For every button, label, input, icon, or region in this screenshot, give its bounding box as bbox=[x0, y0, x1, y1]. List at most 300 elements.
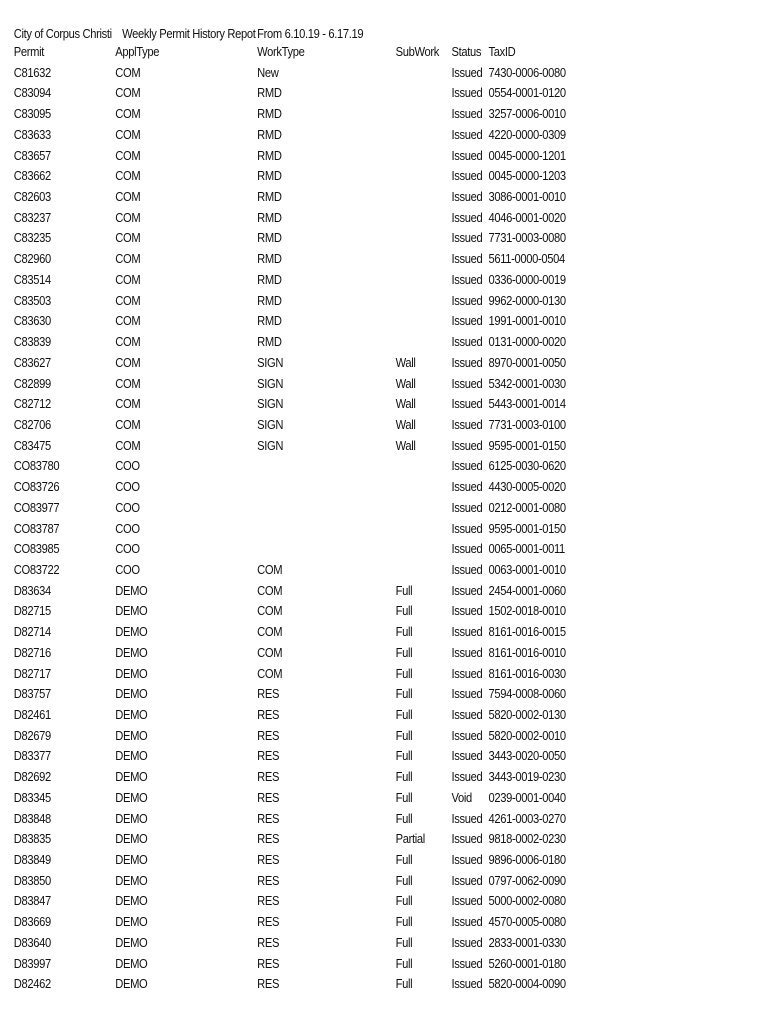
sub-work-cell bbox=[396, 519, 452, 540]
table-row bbox=[14, 208, 570, 229]
table-row bbox=[14, 581, 570, 602]
tax-id-cell: 8970-0001-0050 bbox=[488, 354, 566, 370]
permit-cell: CO83977 bbox=[13, 499, 60, 515]
report-title: Weekly Permit History Repot bbox=[122, 26, 256, 41]
sub-work-cell: Full bbox=[395, 727, 413, 743]
permit-cell: D83757 bbox=[13, 686, 51, 702]
work-type-cell: RMD bbox=[257, 147, 282, 163]
tax-id-cell: 1502-0018-0010 bbox=[488, 603, 566, 619]
tax-id-cell: 0554-0001-0120 bbox=[488, 85, 566, 101]
tax-id-cell: 3257-0006-0010 bbox=[488, 106, 566, 122]
table-row bbox=[14, 83, 570, 104]
tax-id-cell: 1991-0001-0010 bbox=[488, 313, 566, 329]
work-type-cell: RES bbox=[257, 872, 280, 888]
tax-id-cell: 5820-0002-0010 bbox=[488, 727, 566, 743]
sub-work-cell bbox=[396, 208, 452, 229]
work-type-cell: COM bbox=[257, 561, 283, 577]
appl-type-cell: COM bbox=[115, 147, 141, 163]
work-type-cell: RES bbox=[257, 686, 280, 702]
appl-type-cell: DEMO bbox=[115, 644, 148, 660]
table-row bbox=[14, 933, 570, 954]
sub-work-cell bbox=[396, 146, 452, 167]
status-cell: Issued bbox=[451, 810, 483, 826]
table-row bbox=[14, 291, 570, 312]
status-cell: Issued bbox=[451, 934, 483, 950]
appl-type-cell: COM bbox=[115, 106, 141, 122]
status-cell: Issued bbox=[451, 872, 483, 888]
work-type-cell: RES bbox=[257, 810, 280, 826]
appl-type-cell: DEMO bbox=[115, 665, 148, 681]
sub-work-cell: Full bbox=[395, 976, 413, 992]
work-type-cell: SIGN bbox=[257, 396, 284, 412]
sub-work-cell bbox=[396, 539, 452, 560]
permit-cell: D82462 bbox=[13, 976, 51, 992]
status-cell: Issued bbox=[451, 748, 483, 764]
work-type-cell: RMD bbox=[257, 85, 282, 101]
work-type-cell: COM bbox=[257, 665, 283, 681]
permit-cell: D82461 bbox=[13, 707, 51, 722]
tax-id-cell: 8161-0016-0010 bbox=[488, 644, 566, 660]
table-header-row bbox=[14, 42, 570, 63]
tax-id-cell: 7430-0006-0080 bbox=[488, 64, 566, 80]
appl-type-cell: DEMO bbox=[115, 934, 148, 950]
permit-cell: C83237 bbox=[13, 209, 51, 225]
tax-id-cell: 2454-0001-0060 bbox=[488, 582, 566, 598]
permit-cell: C82712 bbox=[13, 396, 51, 412]
table-body bbox=[14, 63, 570, 995]
permit-cell: CO83780 bbox=[13, 458, 60, 474]
status-cell: Issued bbox=[451, 914, 483, 930]
status-cell: Issued bbox=[451, 209, 483, 225]
sub-work-cell: Full bbox=[395, 665, 413, 681]
status-cell: Issued bbox=[451, 334, 483, 350]
work-type-cell: RES bbox=[257, 893, 280, 909]
sub-work-cell: Full bbox=[395, 934, 413, 950]
permit-cell: D83377 bbox=[13, 748, 51, 764]
permit-cell: D83634 bbox=[13, 582, 51, 598]
appl-type-cell: COM bbox=[115, 375, 141, 391]
work-type-cell: SIGN bbox=[257, 375, 284, 391]
work-type-cell bbox=[257, 477, 395, 498]
work-type-cell: RMD bbox=[257, 271, 282, 287]
table-row bbox=[14, 850, 570, 871]
work-type-cell: SIGN bbox=[257, 416, 284, 432]
permit-cell: D83850 bbox=[13, 872, 51, 888]
tax-id-cell: 0336-0000-0019 bbox=[488, 271, 566, 287]
permit-cell: CO83726 bbox=[13, 479, 60, 495]
permit-cell: C83662 bbox=[13, 168, 51, 184]
work-type-cell bbox=[257, 519, 395, 540]
status-cell: Issued bbox=[451, 354, 483, 370]
status-cell: Issued bbox=[451, 603, 483, 619]
table-row bbox=[14, 974, 570, 995]
tax-id-cell: 5260-0001-0180 bbox=[488, 955, 566, 971]
permit-cell: D83669 bbox=[13, 914, 51, 930]
appl-type-cell: DEMO bbox=[115, 707, 148, 722]
work-type-cell: RMD bbox=[257, 106, 282, 122]
date-range: From 6.10.19 - 6.17.19 bbox=[257, 26, 364, 41]
permit-table bbox=[14, 42, 570, 995]
appl-type-cell: COM bbox=[115, 64, 141, 80]
table-row bbox=[14, 311, 570, 332]
permit-cell: C83503 bbox=[13, 292, 51, 308]
status-cell: Issued bbox=[451, 707, 483, 722]
permit-cell: CO83787 bbox=[13, 520, 60, 536]
table-row bbox=[14, 166, 570, 187]
sub-work-cell: Full bbox=[395, 893, 413, 909]
status-cell: Issued bbox=[451, 437, 483, 453]
sub-work-cell: Full bbox=[395, 624, 413, 640]
appl-type-cell: DEMO bbox=[115, 748, 148, 764]
work-type-cell: RMD bbox=[257, 168, 282, 184]
status-cell: Issued bbox=[451, 251, 483, 267]
permit-cell: C83094 bbox=[13, 85, 51, 101]
work-type-cell: RMD bbox=[257, 126, 282, 142]
sub-work-cell: Full bbox=[395, 789, 413, 805]
tax-id-cell: 7594-0008-0060 bbox=[488, 686, 566, 702]
table-row bbox=[14, 394, 570, 415]
permit-cell: D82679 bbox=[13, 727, 51, 743]
work-type-cell: RMD bbox=[257, 209, 282, 225]
tax-id-cell: 9896-0006-0180 bbox=[488, 852, 566, 868]
permit-cell: C83657 bbox=[13, 147, 51, 163]
status-cell: Issued bbox=[451, 416, 483, 432]
tax-id-cell: 5000-0002-0080 bbox=[488, 893, 566, 909]
work-type-cell: RES bbox=[257, 789, 280, 805]
appl-type-cell: COM bbox=[115, 251, 141, 267]
status-cell: Issued bbox=[451, 396, 483, 412]
permit-cell: C82603 bbox=[13, 189, 51, 205]
appl-type-cell: COM bbox=[115, 396, 141, 412]
sub-work-cell: Full bbox=[395, 872, 413, 888]
permit-cell: C83235 bbox=[13, 230, 51, 246]
table-row bbox=[14, 63, 570, 84]
permit-cell: D83847 bbox=[13, 893, 51, 909]
permit-cell: D82717 bbox=[13, 665, 51, 681]
appl-type-cell: COM bbox=[115, 292, 141, 308]
tax-id-cell: 5820-0004-0090 bbox=[488, 976, 566, 992]
column-header-subwork: SubWork bbox=[395, 44, 439, 59]
status-cell: Issued bbox=[451, 520, 483, 536]
tax-id-cell: 9818-0002-0230 bbox=[488, 831, 566, 847]
sub-work-cell bbox=[396, 166, 452, 187]
column-header-worktype: WorkType bbox=[257, 44, 305, 59]
status-cell: Void bbox=[451, 789, 472, 805]
work-type-cell: COM bbox=[257, 582, 283, 598]
status-cell: Issued bbox=[451, 313, 483, 329]
work-type-cell: RES bbox=[257, 976, 280, 992]
permit-cell: CO83985 bbox=[13, 541, 60, 557]
sub-work-cell: Full bbox=[395, 914, 413, 930]
appl-type-cell: DEMO bbox=[115, 976, 148, 992]
work-type-cell: RMD bbox=[257, 313, 282, 329]
appl-type-cell: COM bbox=[115, 126, 141, 142]
org-name: City of Corpus Christi bbox=[13, 26, 112, 41]
permit-cell: D83849 bbox=[13, 852, 51, 868]
work-type-cell: RMD bbox=[257, 334, 282, 350]
table-row bbox=[14, 187, 570, 208]
sub-work-cell bbox=[396, 104, 452, 125]
table-row bbox=[14, 891, 570, 912]
table-row bbox=[14, 767, 570, 788]
appl-type-cell: COM bbox=[115, 168, 141, 184]
permit-cell: D82715 bbox=[13, 603, 51, 619]
column-header-permit: Permit bbox=[13, 44, 45, 59]
sub-work-cell: Wall bbox=[395, 354, 416, 370]
work-type-cell bbox=[257, 456, 395, 477]
tax-id-cell: 4220-0000-0309 bbox=[488, 126, 566, 142]
status-cell: Issued bbox=[451, 831, 483, 847]
appl-type-cell: COM bbox=[115, 437, 141, 453]
work-type-cell: RES bbox=[257, 955, 280, 971]
status-cell: Issued bbox=[451, 541, 483, 557]
table-row bbox=[14, 829, 570, 850]
sub-work-cell bbox=[396, 228, 452, 249]
table-row bbox=[14, 456, 570, 477]
table-row bbox=[14, 270, 570, 291]
table-row bbox=[14, 539, 570, 560]
sub-work-cell bbox=[396, 291, 452, 312]
sub-work-cell: Full bbox=[395, 955, 413, 971]
status-cell: Issued bbox=[451, 769, 483, 785]
tax-id-cell: 5611-0000-0504 bbox=[488, 251, 565, 267]
table-row bbox=[14, 249, 570, 270]
tax-id-cell: 2833-0001-0330 bbox=[488, 934, 566, 950]
permit-cell: D82692 bbox=[13, 769, 51, 785]
appl-type-cell: COM bbox=[115, 230, 141, 246]
sub-work-cell: Full bbox=[395, 748, 413, 764]
sub-work-cell bbox=[396, 477, 452, 498]
status-cell: Issued bbox=[451, 644, 483, 660]
table-row bbox=[14, 601, 570, 622]
tax-id-cell: 0239-0001-0040 bbox=[488, 789, 566, 805]
table-row bbox=[14, 477, 570, 498]
table-row bbox=[14, 809, 570, 830]
permit-cell: D83997 bbox=[13, 955, 51, 971]
appl-type-cell: DEMO bbox=[115, 955, 148, 971]
table-row bbox=[14, 332, 570, 353]
tax-id-cell: 0212-0001-0080 bbox=[488, 499, 566, 515]
work-type-cell: RMD bbox=[257, 230, 282, 246]
sub-work-cell: Wall bbox=[395, 375, 416, 391]
permit-cell: C82706 bbox=[13, 416, 51, 432]
tax-id-cell: 7731-0003-0100 bbox=[488, 416, 566, 432]
tax-id-cell: 0797-0062-0090 bbox=[488, 872, 566, 888]
appl-type-cell: COO bbox=[115, 541, 140, 557]
permit-cell: C83095 bbox=[13, 106, 51, 122]
appl-type-cell: COM bbox=[115, 85, 141, 101]
sub-work-cell: Full bbox=[395, 769, 413, 785]
appl-type-cell: DEMO bbox=[115, 582, 148, 598]
table-row bbox=[14, 622, 570, 643]
table-row bbox=[14, 705, 570, 726]
status-cell: Issued bbox=[451, 458, 483, 474]
tax-id-cell: 4261-0003-0270 bbox=[488, 810, 566, 826]
table-row bbox=[14, 954, 570, 975]
appl-type-cell: COM bbox=[115, 271, 141, 287]
tax-id-cell: 4046-0001-0020 bbox=[488, 209, 566, 225]
tax-id-cell: 5443-0001-0014 bbox=[488, 396, 566, 412]
appl-type-cell: DEMO bbox=[115, 831, 148, 847]
tax-id-cell: 3443-0019-0230 bbox=[488, 769, 566, 785]
work-type-cell: RES bbox=[257, 831, 280, 847]
sub-work-cell bbox=[396, 456, 452, 477]
work-type-cell: SIGN bbox=[257, 437, 284, 453]
appl-type-cell: DEMO bbox=[115, 789, 148, 805]
work-type-cell: COM bbox=[257, 644, 283, 660]
column-header-status: Status bbox=[451, 44, 482, 59]
sub-work-cell: Wall bbox=[395, 437, 416, 453]
work-type-cell: RMD bbox=[257, 292, 282, 308]
table-row bbox=[14, 498, 570, 519]
sub-work-cell: Full bbox=[395, 810, 413, 826]
tax-id-cell: 3086-0001-0010 bbox=[488, 189, 566, 205]
table-row bbox=[14, 684, 570, 705]
status-cell: Issued bbox=[451, 561, 483, 577]
status-cell: Issued bbox=[451, 85, 483, 101]
sub-work-cell bbox=[396, 270, 452, 291]
work-type-cell: COM bbox=[257, 624, 283, 640]
tax-id-cell: 0063-0001-0010 bbox=[488, 561, 566, 577]
tax-id-cell: 0045-0000-1203 bbox=[488, 168, 566, 184]
tax-id-cell: 7731-0003-0080 bbox=[488, 230, 566, 246]
sub-work-cell: Wall bbox=[395, 416, 416, 432]
sub-work-cell: Full bbox=[395, 852, 413, 868]
appl-type-cell: COO bbox=[115, 499, 140, 515]
table-row bbox=[14, 374, 570, 395]
status-cell: Issued bbox=[451, 624, 483, 640]
sub-work-cell bbox=[396, 187, 452, 208]
appl-type-cell: COO bbox=[115, 520, 140, 536]
tax-id-cell: 0065-0001-0011 bbox=[488, 541, 565, 557]
appl-type-cell: DEMO bbox=[115, 624, 148, 640]
status-cell: Issued bbox=[451, 147, 483, 163]
sub-work-cell bbox=[396, 332, 452, 353]
status-cell: Issued bbox=[451, 686, 483, 702]
appl-type-cell: DEMO bbox=[115, 727, 148, 743]
permit-cell: C83627 bbox=[13, 354, 51, 370]
sub-work-cell: Full bbox=[395, 707, 413, 722]
sub-work-cell: Full bbox=[395, 603, 413, 619]
status-cell: Issued bbox=[451, 852, 483, 868]
work-type-cell: SIGN bbox=[257, 354, 284, 370]
table-row bbox=[14, 746, 570, 767]
sub-work-cell: Wall bbox=[395, 396, 416, 412]
status-cell: Issued bbox=[451, 499, 483, 515]
tax-id-cell: 0045-0000-1201 bbox=[488, 147, 566, 163]
status-cell: Issued bbox=[451, 292, 483, 308]
status-cell: Issued bbox=[451, 893, 483, 909]
table-row bbox=[14, 104, 570, 125]
permit-cell: CO83722 bbox=[13, 561, 60, 577]
tax-id-cell: 0131-0000-0020 bbox=[488, 334, 566, 350]
appl-type-cell: DEMO bbox=[115, 769, 148, 785]
tax-id-cell: 9595-0001-0150 bbox=[488, 437, 566, 453]
table-row bbox=[14, 912, 570, 933]
permit-cell: C83475 bbox=[13, 437, 51, 453]
work-type-cell: RES bbox=[257, 727, 280, 743]
appl-type-cell: COM bbox=[115, 189, 141, 205]
table-row bbox=[14, 726, 570, 747]
permit-cell: D83640 bbox=[13, 934, 51, 950]
sub-work-cell: Full bbox=[395, 582, 413, 598]
permit-cell: C83630 bbox=[13, 313, 51, 329]
sub-work-cell bbox=[396, 249, 452, 270]
appl-type-cell: COM bbox=[115, 313, 141, 329]
sub-work-cell: Partial bbox=[395, 831, 425, 847]
status-cell: Issued bbox=[451, 582, 483, 598]
table-row bbox=[14, 353, 570, 374]
sub-work-cell bbox=[396, 83, 452, 104]
work-type-cell: RES bbox=[257, 748, 280, 764]
table-row bbox=[14, 228, 570, 249]
permit-cell: D82716 bbox=[13, 644, 51, 660]
work-type-cell: COM bbox=[257, 603, 283, 619]
tax-id-cell: 9962-0000-0130 bbox=[488, 292, 566, 308]
appl-type-cell: COO bbox=[115, 458, 140, 474]
permit-cell: C83839 bbox=[13, 334, 51, 350]
table-row bbox=[14, 788, 570, 809]
sub-work-cell bbox=[396, 125, 452, 146]
appl-type-cell: DEMO bbox=[115, 603, 148, 619]
appl-type-cell: DEMO bbox=[115, 686, 148, 702]
appl-type-cell: COO bbox=[115, 479, 140, 495]
permit-cell: D83848 bbox=[13, 810, 51, 826]
status-cell: Issued bbox=[451, 106, 483, 122]
status-cell: Issued bbox=[451, 271, 483, 287]
sub-work-cell bbox=[396, 498, 452, 519]
column-header-appltype: ApplType bbox=[115, 44, 160, 59]
tax-id-cell: 8161-0016-0015 bbox=[488, 624, 566, 640]
tax-id-cell: 9595-0001-0150 bbox=[488, 520, 566, 536]
table-row bbox=[14, 415, 570, 436]
work-type-cell: RMD bbox=[257, 189, 282, 205]
tax-id-cell: 4570-0005-0080 bbox=[488, 914, 566, 930]
appl-type-cell: DEMO bbox=[115, 893, 148, 909]
appl-type-cell: COM bbox=[115, 209, 141, 225]
sub-work-cell bbox=[396, 311, 452, 332]
permit-cell: D82714 bbox=[13, 624, 51, 640]
work-type-cell bbox=[257, 539, 395, 560]
tax-id-cell: 3443-0020-0050 bbox=[488, 748, 566, 764]
appl-type-cell: COM bbox=[115, 416, 141, 432]
tax-id-cell: 4430-0005-0020 bbox=[488, 479, 566, 495]
status-cell: Issued bbox=[451, 168, 483, 184]
status-cell: Issued bbox=[451, 375, 483, 391]
status-cell: Issued bbox=[451, 665, 483, 681]
sub-work-cell: Full bbox=[395, 686, 413, 702]
tax-id-cell: 5820-0002-0130 bbox=[488, 707, 566, 722]
status-cell: Issued bbox=[451, 126, 483, 142]
permit-cell: C82899 bbox=[13, 375, 51, 391]
tax-id-cell: 8161-0016-0030 bbox=[488, 665, 566, 681]
table-row bbox=[14, 560, 570, 581]
table-row bbox=[14, 519, 570, 540]
sub-work-cell bbox=[396, 560, 452, 581]
appl-type-cell: COM bbox=[115, 354, 141, 370]
tax-id-cell: 6125-0030-0620 bbox=[488, 458, 566, 474]
work-type-cell bbox=[257, 498, 395, 519]
status-cell: Issued bbox=[451, 479, 483, 495]
appl-type-cell: COM bbox=[115, 334, 141, 350]
appl-type-cell: DEMO bbox=[115, 872, 148, 888]
permit-cell: C81632 bbox=[13, 64, 51, 80]
work-type-cell: RES bbox=[257, 852, 280, 868]
work-type-cell: RES bbox=[257, 769, 280, 785]
table-row bbox=[14, 643, 570, 664]
status-cell: Issued bbox=[451, 976, 483, 992]
work-type-cell: RES bbox=[257, 707, 280, 722]
